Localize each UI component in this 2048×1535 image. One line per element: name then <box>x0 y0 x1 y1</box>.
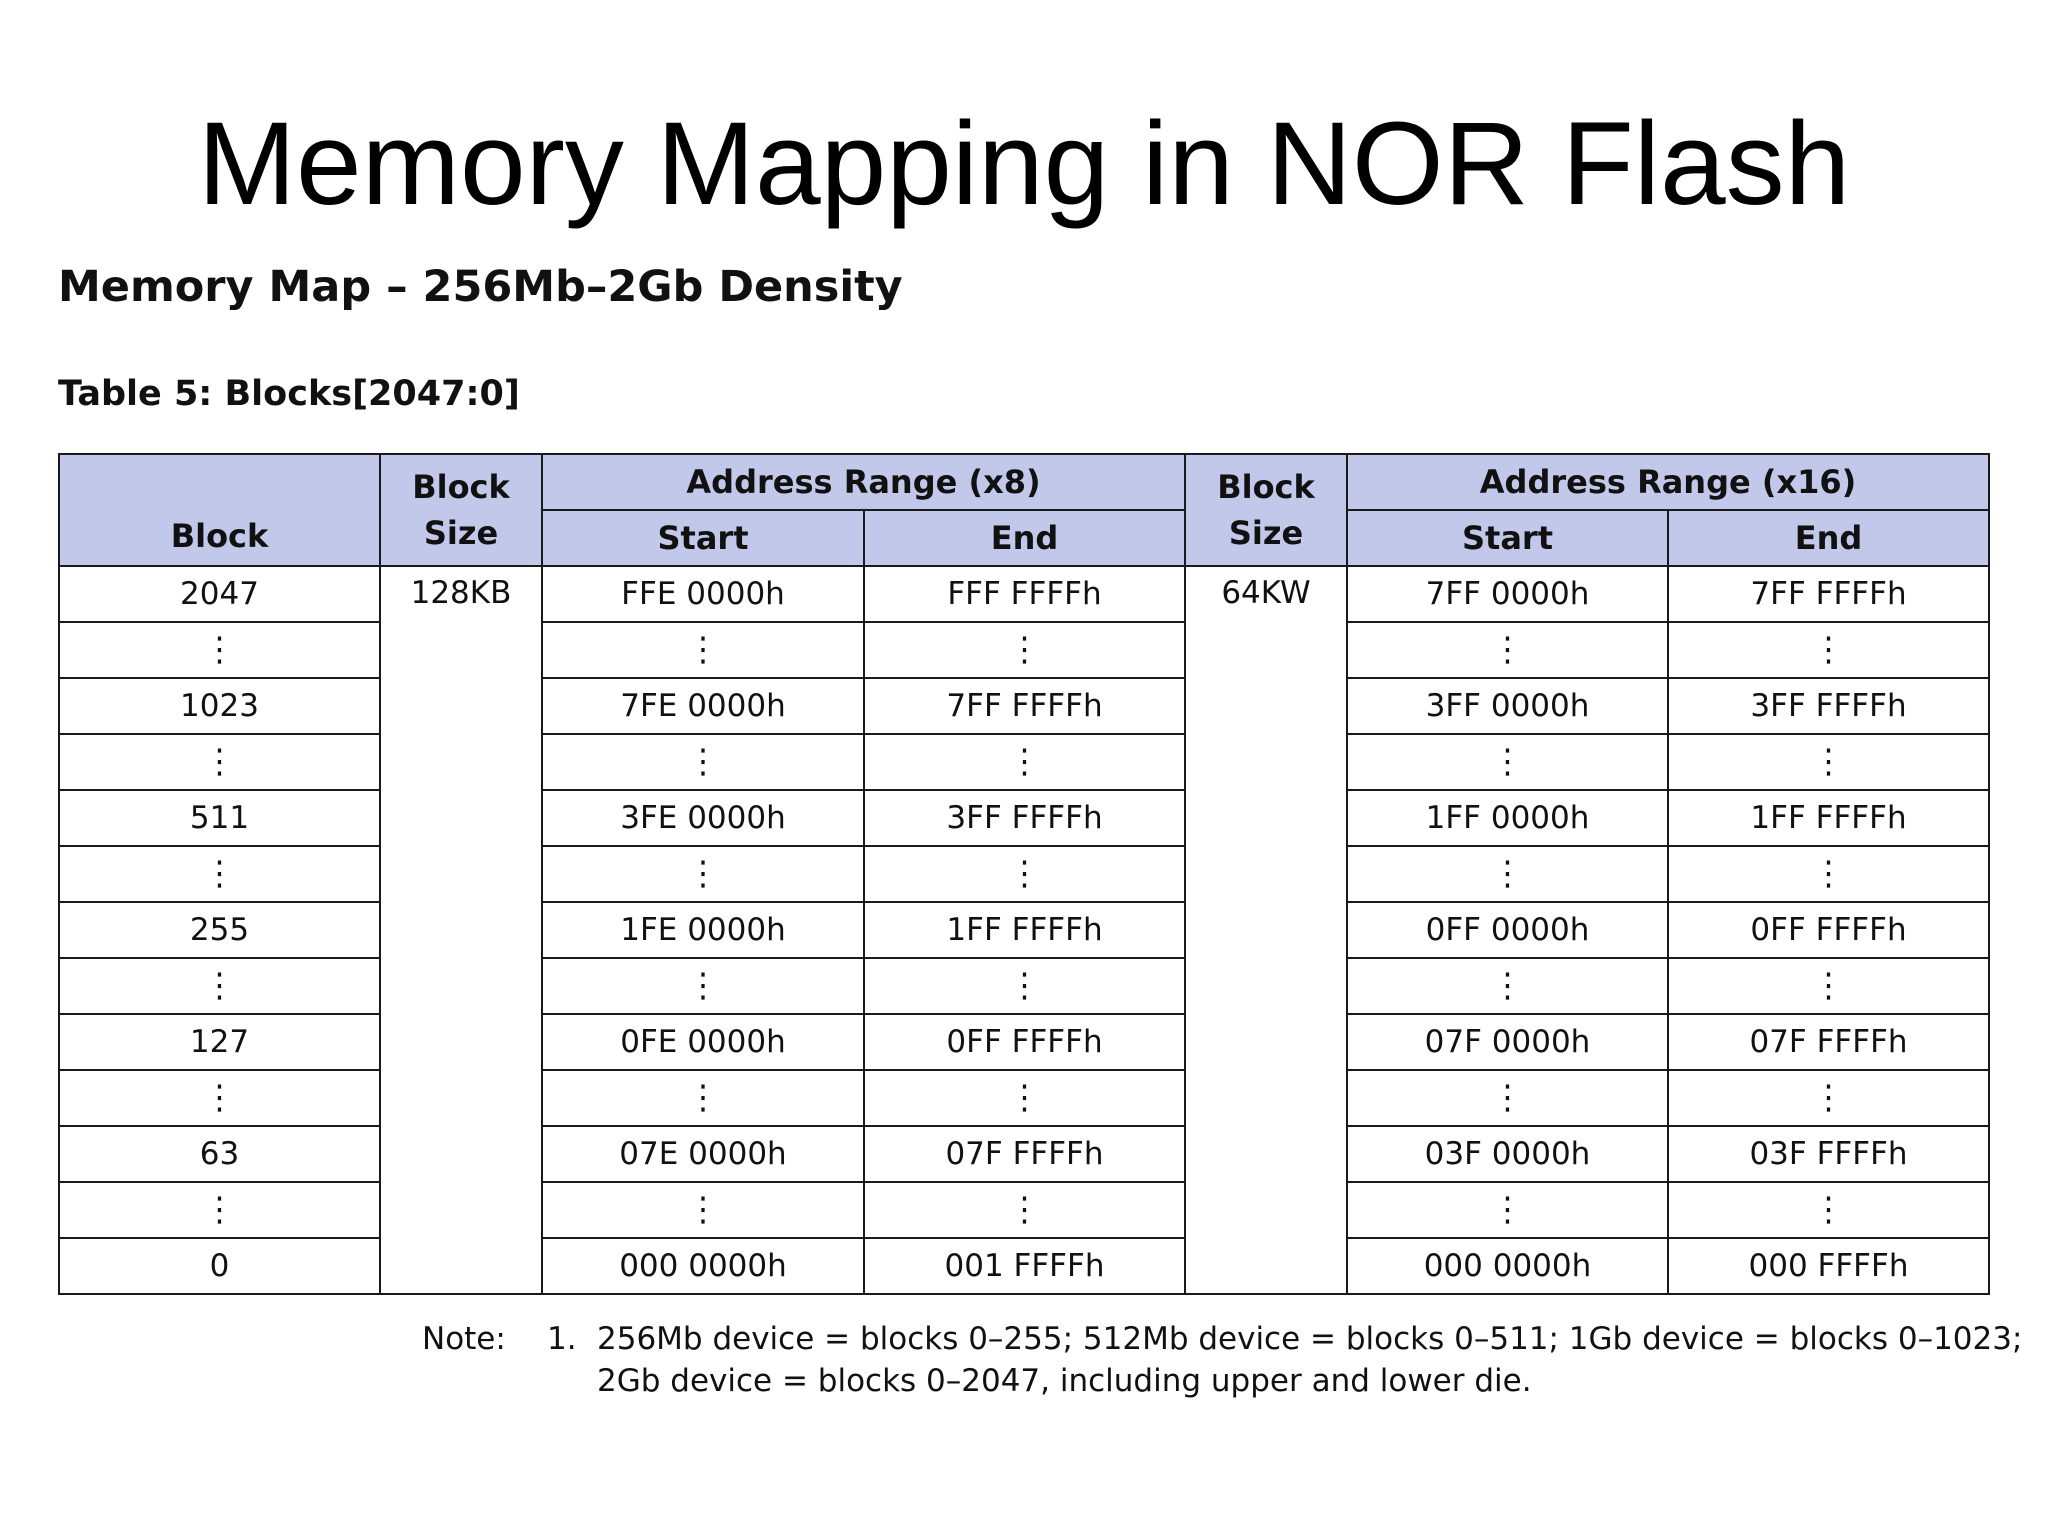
note-label: Note: <box>422 1321 506 1357</box>
end-x8-cell: 07F FFFFh <box>864 1126 1185 1182</box>
start-x16-cell: 000 0000h <box>1347 1238 1668 1294</box>
start-x8-cell: 1FE 0000h <box>542 902 864 958</box>
ellipsis-cell <box>59 1070 380 1126</box>
start-x8-cell: 000 0000h <box>542 1238 864 1294</box>
start-x16-cell: 07F 0000h <box>1347 1014 1668 1070</box>
vertical-ellipsis: ⋮ <box>687 965 719 1005</box>
header-address-range-x16: Address Range (x16) <box>1347 454 1989 510</box>
vertical-ellipsis: ⋮ <box>203 1189 236 1229</box>
ellipsis-cell <box>1668 958 1989 1014</box>
note-line-1: 256Mb device = blocks 0–255; 512Mb device = blocks 0–511; 1Gb device = blocks 0–1023; <box>597 1321 2023 1357</box>
block-cell: 255 <box>59 902 380 958</box>
ellipsis-cell <box>1347 1070 1668 1126</box>
memory-map-table <box>58 453 1990 1295</box>
vertical-ellipsis: ⋮ <box>1008 1077 1041 1117</box>
ellipsis-cell <box>542 734 864 790</box>
table-row <box>59 1126 1989 1182</box>
ellipsis-cell <box>864 622 1185 678</box>
header-start-x16: Start <box>1347 510 1668 566</box>
table-row <box>59 902 1989 958</box>
end-x16-cell: 0FF FFFFh <box>1668 902 1989 958</box>
end-x16-cell: 07F FFFFh <box>1668 1014 1989 1070</box>
header-start-x8: Start <box>542 510 864 566</box>
ellipsis-cell <box>542 1182 864 1238</box>
ellipsis-cell <box>1347 622 1668 678</box>
ellipsis-row <box>59 958 1989 1014</box>
header-block-size-x8 <box>380 454 542 566</box>
ellipsis-cell <box>1347 846 1668 902</box>
header-block-size-line2: Size <box>423 514 499 552</box>
slide-title: Memory Mapping in NOR Flash <box>197 98 1851 230</box>
ellipsis-row <box>59 1182 1989 1238</box>
vertical-ellipsis: ⋮ <box>203 741 236 781</box>
end-x16-cell: 7FF FFFFh <box>1668 566 1989 622</box>
ellipsis-cell <box>59 846 380 902</box>
vertical-ellipsis: ⋮ <box>1491 965 1524 1005</box>
end-x8-cell: 3FF FFFFh <box>864 790 1185 846</box>
ellipsis-cell <box>59 958 380 1014</box>
end-x8-cell: 001 FFFFh <box>864 1238 1185 1294</box>
ellipsis-cell <box>1347 1182 1668 1238</box>
block-cell: 0 <box>59 1238 380 1294</box>
vertical-ellipsis: ⋮ <box>687 629 719 669</box>
start-x16-cell: 1FF 0000h <box>1347 790 1668 846</box>
start-x16-cell: 03F 0000h <box>1347 1126 1668 1182</box>
start-x8-cell: 3FE 0000h <box>542 790 864 846</box>
header-block-size-line1: Block <box>1217 467 1315 506</box>
ellipsis-cell <box>59 1182 380 1238</box>
block-cell: 1023 <box>59 678 380 734</box>
start-x16-cell: 3FF 0000h <box>1347 678 1668 734</box>
note-line-2: 2Gb device = blocks 0–2047, including upper and lower die. <box>597 1363 1532 1399</box>
start-x8-cell: 7FE 0000h <box>542 678 864 734</box>
vertical-ellipsis: ⋮ <box>1491 629 1524 669</box>
vertical-ellipsis: ⋮ <box>1008 965 1041 1005</box>
ellipsis-cell <box>864 734 1185 790</box>
table-row <box>59 1014 1989 1070</box>
end-x16-cell: 03F FFFFh <box>1668 1126 1989 1182</box>
ellipsis-cell <box>1668 1070 1989 1126</box>
ellipsis-cell <box>542 622 864 678</box>
end-x16-cell: 3FF FFFFh <box>1668 678 1989 734</box>
vertical-ellipsis: ⋮ <box>687 741 719 781</box>
ellipsis-cell <box>1668 846 1989 902</box>
header-block-size-line1: Block <box>412 467 510 506</box>
vertical-ellipsis: ⋮ <box>1812 1189 1845 1229</box>
ellipsis-cell <box>1347 734 1668 790</box>
table-row <box>59 1238 1989 1294</box>
vertical-ellipsis: ⋮ <box>1491 1189 1524 1229</box>
vertical-ellipsis: ⋮ <box>1008 741 1041 781</box>
ellipsis-cell <box>864 958 1185 1014</box>
vertical-ellipsis: ⋮ <box>203 629 236 669</box>
end-x8-cell: 0FF FFFFh <box>864 1014 1185 1070</box>
start-x8-cell: 07E 0000h <box>542 1126 864 1182</box>
ellipsis-cell <box>864 1182 1185 1238</box>
ellipsis-row <box>59 734 1989 790</box>
section-heading: Memory Map – 256Mb–2Gb Density <box>58 262 903 312</box>
vertical-ellipsis: ⋮ <box>1491 741 1524 781</box>
end-x8-cell: 1FF FFFFh <box>864 902 1185 958</box>
vertical-ellipsis: ⋮ <box>687 1189 719 1229</box>
vertical-ellipsis: ⋮ <box>1812 853 1845 893</box>
vertical-ellipsis: ⋮ <box>1812 965 1845 1005</box>
end-x8-cell: 7FF FFFFh <box>864 678 1185 734</box>
header-block: Block <box>59 454 380 566</box>
vertical-ellipsis: ⋮ <box>1491 1077 1524 1117</box>
header-end-x8: End <box>864 510 1185 566</box>
vertical-ellipsis: ⋮ <box>687 853 719 893</box>
vertical-ellipsis: ⋮ <box>1491 853 1524 893</box>
block-cell: 127 <box>59 1014 380 1070</box>
ellipsis-cell <box>1668 1182 1989 1238</box>
ellipsis-cell <box>59 622 380 678</box>
ellipsis-cell <box>542 958 864 1014</box>
ellipsis-cell <box>1668 622 1989 678</box>
vertical-ellipsis: ⋮ <box>203 1077 236 1117</box>
table-row <box>59 790 1989 846</box>
ellipsis-cell <box>864 846 1185 902</box>
vertical-ellipsis: ⋮ <box>1008 853 1041 893</box>
block-cell: 63 <box>59 1126 380 1182</box>
ellipsis-row <box>59 846 1989 902</box>
table-row <box>59 566 1989 622</box>
table-row <box>59 678 1989 734</box>
header-block-size-x16 <box>1185 454 1347 566</box>
start-x16-cell: 0FF 0000h <box>1347 902 1668 958</box>
ellipsis-row <box>59 622 1989 678</box>
start-x16-cell: 7FF 0000h <box>1347 566 1668 622</box>
header-end-x16: End <box>1668 510 1989 566</box>
ellipsis-cell <box>542 846 864 902</box>
block-size-x8-cell: 128KB <box>380 566 542 1294</box>
note-number: 1. <box>547 1321 577 1357</box>
vertical-ellipsis: ⋮ <box>1812 741 1845 781</box>
ellipsis-cell <box>1347 958 1668 1014</box>
vertical-ellipsis: ⋮ <box>1812 629 1845 669</box>
vertical-ellipsis: ⋮ <box>1008 629 1041 669</box>
ellipsis-cell <box>1668 734 1989 790</box>
vertical-ellipsis: ⋮ <box>687 1077 719 1117</box>
block-cell: 511 <box>59 790 380 846</box>
block-cell: 2047 <box>59 566 380 622</box>
ellipsis-cell <box>542 1070 864 1126</box>
vertical-ellipsis: ⋮ <box>1812 1077 1845 1117</box>
table-caption: Table 5: Blocks[2047:0] <box>58 374 520 414</box>
end-x16-cell: 000 FFFFh <box>1668 1238 1989 1294</box>
vertical-ellipsis: ⋮ <box>1008 1189 1041 1229</box>
ellipsis-cell <box>864 1070 1185 1126</box>
header-block-size-line2: Size <box>1228 514 1304 552</box>
ellipsis-cell <box>59 734 380 790</box>
vertical-ellipsis: ⋮ <box>203 853 236 893</box>
ellipsis-row <box>59 1070 1989 1126</box>
vertical-ellipsis: ⋮ <box>203 965 236 1005</box>
block-size-x16-cell: 64KW <box>1185 566 1347 1294</box>
end-x8-cell: FFF FFFFh <box>864 566 1185 622</box>
header-address-range-x8: Address Range (x8) <box>542 454 1185 510</box>
start-x8-cell: FFE 0000h <box>542 566 864 622</box>
end-x16-cell: 1FF FFFFh <box>1668 790 1989 846</box>
start-x8-cell: 0FE 0000h <box>542 1014 864 1070</box>
